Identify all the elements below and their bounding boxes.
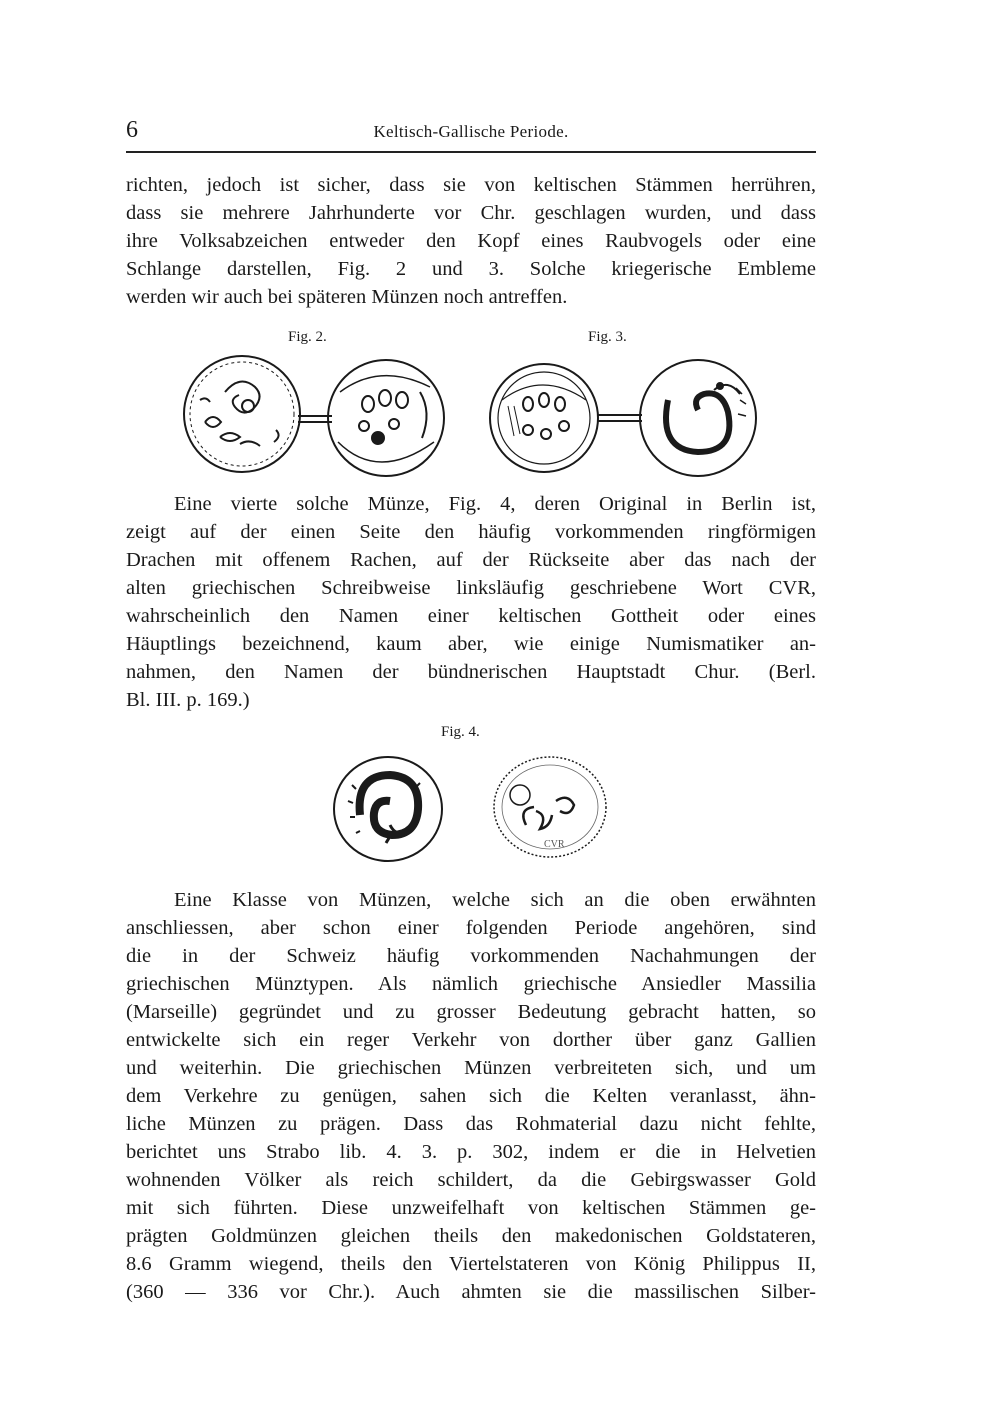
fig-3-label: Fig. 3.: [588, 329, 627, 345]
text-line: ihre Volksabzeichen entweder den Kopf eines Raubvogels oder eine: [126, 230, 816, 252]
fig-3-coin-illustration: [488, 360, 763, 480]
text-line: Bl. III. p. 169.): [126, 689, 250, 711]
paragraph-3: [126, 886, 816, 1306]
page-header: [126, 117, 816, 153]
fig-4-inscription: CVR: [544, 839, 565, 850]
fig-4-coin-illustration: [330, 755, 620, 870]
text-line: liche Münzen zu prägen. Dass das Rohmaterial dazu nicht fehlte,: [126, 1113, 816, 1135]
running-title: Keltisch-Gallische Periode.: [373, 122, 569, 141]
text-line: dem Verkehre zu genügen, sahen sich die Kelten veranlasst, ähn-: [126, 1085, 816, 1107]
fig-3-reverse-coin: [640, 360, 756, 476]
text-line: berichtet uns Strabo lib. 4. 3. p. 302, indem er die in Helvetien: [126, 1141, 816, 1163]
text-line: nahmen, den Namen der bündnerischen Hauptstadt Chur. (Berl.: [126, 661, 816, 683]
text-line: griechischen Münztypen. Als nämlich griechische Ansiedler Massilia: [126, 973, 816, 995]
fig-3-obverse-coin: [490, 364, 598, 472]
text-line: und weiterhin. Die griechischen Münzen verbreiteten sich, und um: [126, 1057, 816, 1079]
page-number: 6: [126, 117, 138, 143]
text-line: mit sich führten. Diese unzweifelhaft von keltischen Stämmen ge-: [126, 1197, 816, 1219]
fig-2-label: Fig. 2.: [288, 329, 327, 345]
text-line: (360 — 336 vor Chr.). Auch ahmten sie die massilischen Silber-: [126, 1281, 816, 1303]
paragraph-2: [126, 490, 816, 714]
text-line: richten, jedoch ist sicher, dass sie von keltischen Stämmen herrühren,: [126, 174, 816, 196]
text-line: entwickelte sich ein reger Verkehr von dorther über ganz Gallien: [126, 1029, 816, 1051]
text-line: dass sie mehrere Jahrhunderte vor Chr. geschlagen wurden, und dass: [126, 202, 816, 224]
text-line: Drachen mit offenem Rachen, auf der Rückseite aber das nach der: [126, 549, 816, 571]
text-line: anschliessen, aber schon einer folgenden Periode angehören, sind: [126, 917, 816, 939]
text-line: 8.6 Gramm wiegend, theils den Viertelstateren von König Philippus II,: [126, 1253, 816, 1275]
text-line: die in der Schweiz häufig vorkommenden Nachahmungen der: [126, 945, 816, 967]
fig-2-coin-illustration: [180, 352, 460, 482]
text-line: Schlange darstellen, Fig. 2 und 3. Solche kriegerische Embleme: [126, 258, 816, 280]
paragraph-1: [126, 171, 816, 311]
text-line: wohnenden Völker als reich schildert, da die Gebirgswasser Gold: [126, 1169, 816, 1191]
text-line: werden wir auch bei späteren Münzen noch antreffen.: [126, 286, 568, 308]
text-line: wahrscheinlich den Namen einer keltischen Gottheit oder eines: [126, 605, 816, 627]
text-line: Eine Klasse von Münzen, welche sich an die oben erwähnten: [174, 889, 816, 911]
text-line: Häuptlings bezeichnend, kaum aber, wie einige Numismatiker an-: [126, 633, 816, 655]
text-line: zeigt auf der einen Seite den häufig vorkommenden ringförmigen: [126, 521, 816, 543]
fig-2-obverse-coin: [184, 356, 300, 472]
text-line: (Marseille) gegründet und zu grosser Bedeutung gebracht hatten, so: [126, 1001, 816, 1023]
fig-4-label: Fig. 4.: [441, 724, 480, 740]
text-line: alten griechischen Schreibweise linksläufig geschriebene Wort CVR,: [126, 577, 816, 599]
text-line: Eine vierte solche Münze, Fig. 4, deren Original in Berlin ist,: [174, 493, 816, 515]
text-line: prägten Goldmünzen gleichen theils den makedonischen Goldstateren,: [126, 1225, 816, 1247]
